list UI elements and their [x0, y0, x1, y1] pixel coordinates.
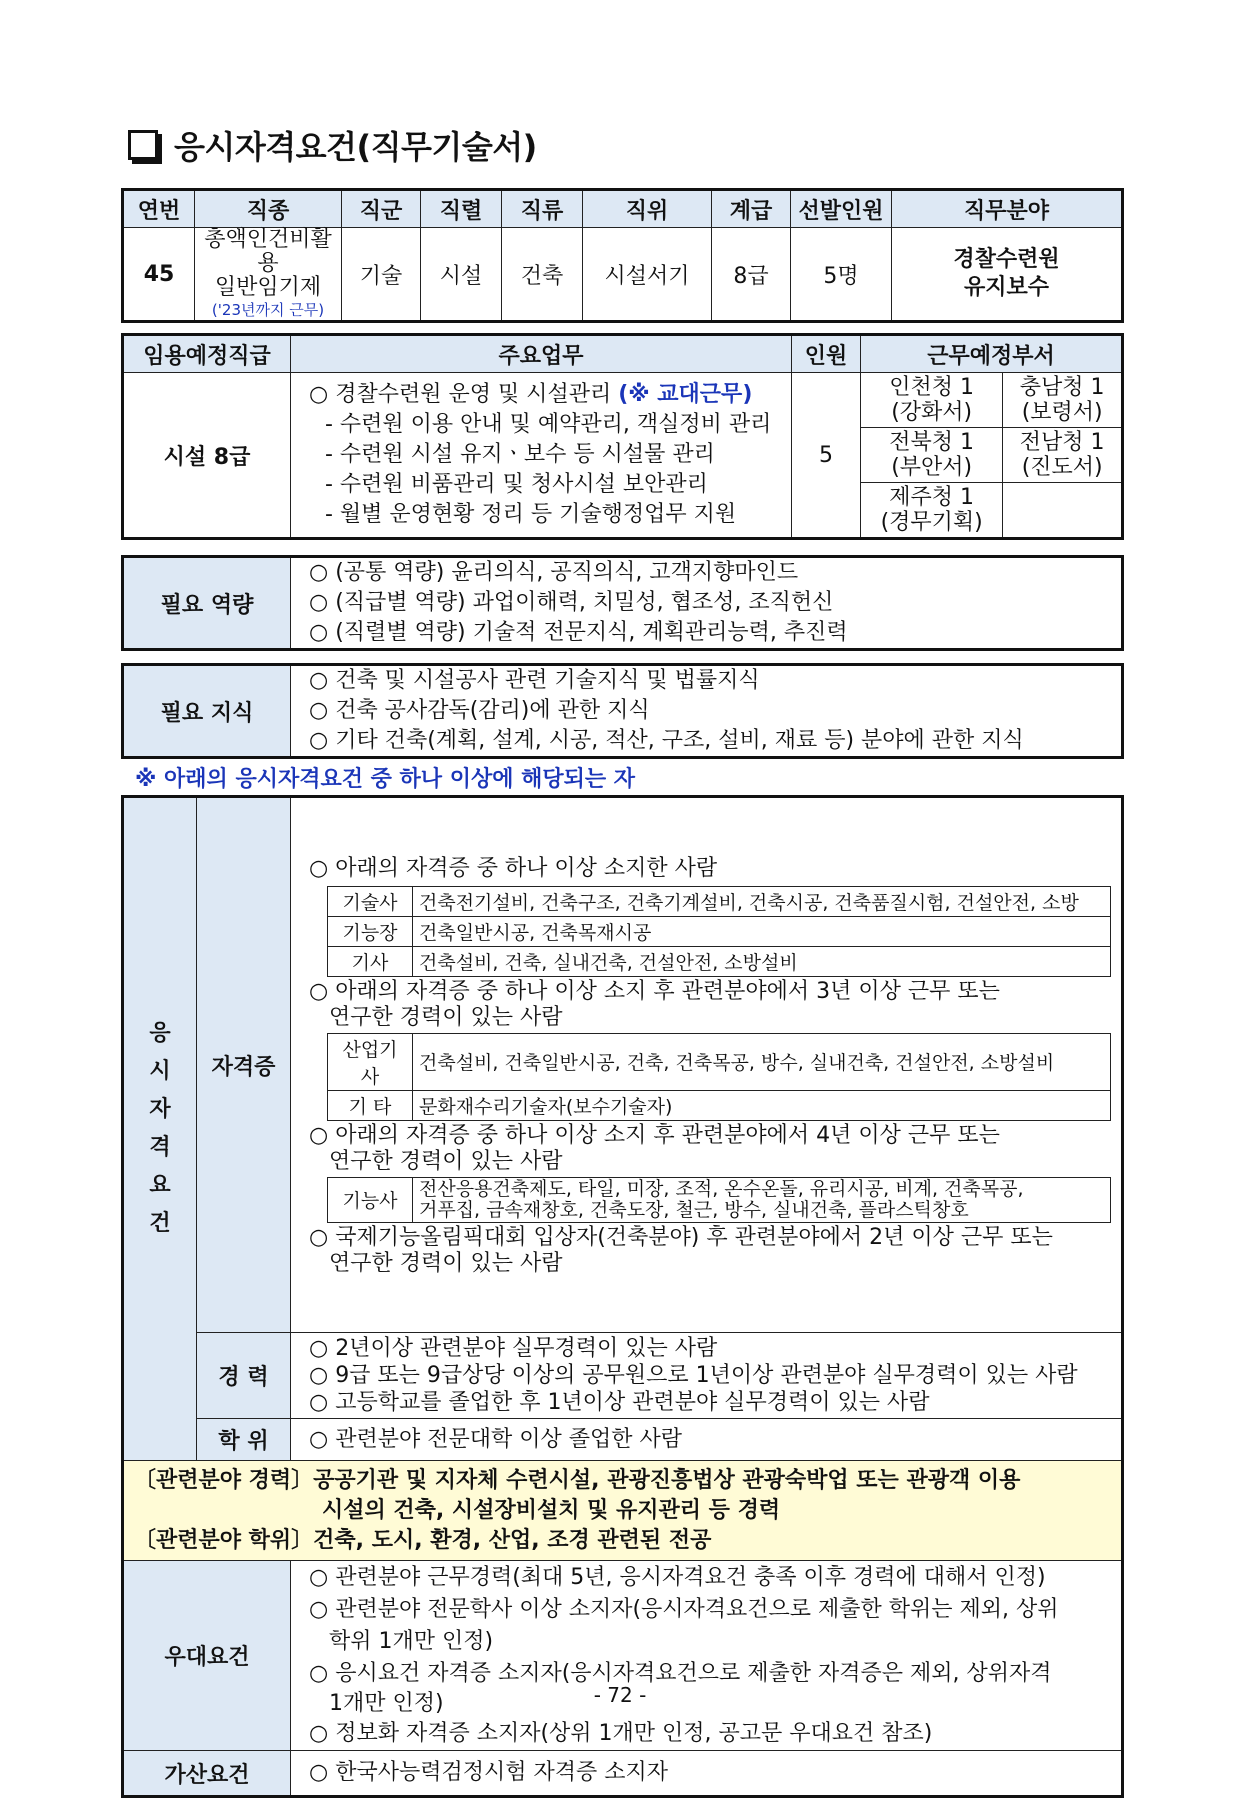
duty-main	[291, 380, 791, 410]
cert-list-line: 전산응용건축제도, 타일, 미장, 조적, 온수온돌, 유리시공, 비계, 건축목공,	[419, 1177, 1024, 1200]
competency-item: ○ (직급별 역량) 과업이해력, 치밀성, 협조성, 조직헌신	[309, 590, 834, 615]
dept-cell	[861, 373, 1003, 428]
competency-cell	[291, 557, 1123, 650]
bonus-item: ○ 한국사능력검정시험 자격증 소지자	[309, 1760, 668, 1785]
cert-list: 건축설비, 건축, 실내건축, 건설안전, 소방설비	[413, 946, 1111, 976]
qualification-table	[121, 795, 1124, 1798]
career-item: ○ 9급 또는 9급상당 이상의 공무원으로 1년이상 관련분야 실무경력이 있는 사람	[309, 1363, 1078, 1388]
side-char: 건	[149, 1211, 171, 1236]
col-count: 선발인원	[791, 190, 892, 228]
dept-office: (경무기획)	[880, 510, 983, 535]
cert-level: 기능장	[328, 916, 413, 946]
related-field-cell	[123, 1461, 1123, 1561]
dept-cell	[861, 483, 1003, 539]
career-item: ○ 고등학교를 졸업한 후 1년이상 관련분야 실무경력이 있는 사람	[309, 1390, 930, 1415]
dept-name: 전남청 1	[1019, 430, 1105, 455]
dept-cell	[1003, 428, 1123, 483]
dept-office: (진도서)	[1021, 455, 1103, 480]
side-char: 응	[149, 1021, 171, 1046]
dept-office: (강화서)	[891, 400, 973, 425]
cert-list: 건축일반시공, 건축목재시공	[413, 916, 1111, 946]
cert-level: 기능사	[328, 1177, 413, 1222]
cell-group: 기술	[342, 228, 421, 322]
field-line2: 유지보수	[963, 275, 1049, 300]
cert-bullet: ○ 아래의 자격증 중 하나 이상 소지 후 관련분야에서 4년 이상 근무 또는	[309, 1122, 1000, 1148]
checkbox-icon	[128, 130, 158, 160]
knowledge-item: ○ 건축 및 시설공사 관련 기술지식 및 법률지식	[309, 668, 760, 693]
bonus-label: 가산요건	[123, 1751, 291, 1797]
dept-name: 인천청 1	[889, 375, 975, 400]
type-line2: 일반임기제	[214, 275, 322, 300]
duty-main-text: ○ 경찰수련원 운영 및 시설관리	[309, 382, 612, 407]
field-line1: 경찰수련원	[953, 247, 1060, 272]
pref-label: 우대요건	[123, 1561, 291, 1751]
dept-cell-empty	[1003, 483, 1123, 539]
duty-sub: - 수련원 비품관리 및 청사시설 보안관리	[325, 472, 708, 497]
cert-level: 기 타	[328, 1090, 413, 1120]
col-class: 직류	[502, 190, 583, 228]
degree-cell	[291, 1419, 1123, 1461]
duty-sub: - 월별 운영현황 정리 등 기술행정업무 지원	[325, 502, 737, 527]
cell-position: 시설서기	[583, 228, 712, 322]
col-duty: 주요업무	[291, 335, 792, 373]
cert-bullet-cont: 연구한 경력이 있는 사람	[329, 1148, 563, 1174]
col-position: 직위	[583, 190, 712, 228]
related-career-cont: 시설의 건축, 시설장비설치 및 유지관리 등 경력	[322, 1497, 781, 1523]
cert-list	[413, 1177, 1111, 1222]
pref-item: ○ 응시요건 자격증 소지자(응시자격요건으로 제출한 자격증은 제외, 상위자격	[309, 1660, 1052, 1686]
page-title	[128, 122, 537, 168]
duty-sub: - 수련원 시설 유지ㆍ보수 등 시설물 관리	[325, 442, 715, 467]
career-item: ○ 2년이상 관련분야 실무경력이 있는 사람	[309, 1336, 718, 1361]
cell-type	[195, 228, 342, 322]
cert-label: 자격증	[197, 797, 291, 1333]
cert-table-1	[327, 886, 1111, 977]
cert-level: 기술사	[328, 886, 413, 916]
cert-table-3	[327, 1177, 1111, 1223]
competency-label: 필요 역량	[123, 557, 291, 650]
dept-office: (부안서)	[891, 455, 973, 480]
cert-table-2	[327, 1033, 1111, 1121]
cell-no: 45	[123, 228, 195, 322]
cert-bullet: ○ 국제기능올림픽대회 입상자(건축분야) 후 관련분야에서 2년 이상 근무 또는	[309, 1224, 1053, 1250]
side-char: 요	[149, 1173, 171, 1198]
cert-list-line: 거푸집, 금속재창호, 건축도장, 철근, 방수, 실내건축, 플라스틱창호	[419, 1198, 969, 1221]
knowledge-item: ○ 기타 건축(계획, 설계, 시공, 적산, 구조, 설비, 재료 등) 분야에 관한 지식	[309, 728, 1024, 753]
col-group: 직군	[342, 190, 421, 228]
competency-item: ○ (직렬별 역량) 기술적 전문지식, 계획관리능력, 추진력	[309, 620, 848, 645]
col-series: 직렬	[421, 190, 502, 228]
side-char: 자	[149, 1097, 171, 1122]
knowledge-cell	[291, 665, 1123, 758]
cert-bullet: ○ 아래의 자격증 중 하나 이상 소지한 사람	[309, 855, 718, 881]
cert-level: 산업기사	[328, 1033, 413, 1090]
col-rank: 임용예정직급	[123, 335, 291, 373]
pref-item: ○ 관련분야 전문학사 이상 소지자(응시자격요건으로 제출한 학위는 제외, 상위	[309, 1596, 1059, 1622]
degree-item: ○ 관련분야 전문대학 이상 졸업한 사람	[309, 1426, 682, 1452]
type-line1: 총액인건비활용	[204, 227, 332, 276]
col-grade: 계급	[712, 190, 791, 228]
bonus-cell	[291, 1751, 1123, 1797]
headcount-cell: 5	[792, 373, 861, 539]
knowledge-table	[121, 663, 1124, 759]
dept-name: 충남청 1	[1019, 375, 1105, 400]
duty-table	[121, 333, 1124, 540]
qualification-side-label	[123, 797, 197, 1461]
knowledge-label: 필요 지식	[123, 665, 291, 758]
dept-name: 전북청 1	[889, 430, 975, 455]
duty-sub: - 수련원 이용 안내 및 예약관리, 객실정비 관리	[325, 412, 772, 437]
position-table	[121, 188, 1124, 323]
cert-list: 건축전기설비, 건축구조, 건축기계설비, 건축시공, 건축품질시험, 건설안전, 소방	[413, 886, 1111, 916]
knowledge-item: ○ 건축 공사감독(감리)에 관한 지식	[309, 698, 650, 723]
duty-note: (※ 교대근무)	[618, 382, 753, 407]
dept-cell	[861, 428, 1003, 483]
career-cell	[291, 1333, 1123, 1419]
dept-cell	[1003, 373, 1123, 428]
cell-count: 5명	[791, 228, 892, 322]
col-type: 직종	[195, 190, 342, 228]
related-career: 〔관련분야 경력〕공공기관 및 지자체 수련시설, 관광진흥법상 관광숙박업 또는 관광객 이용	[134, 1467, 1021, 1493]
cell-grade: 8급	[712, 228, 791, 322]
col-no: 연번	[123, 190, 195, 228]
related-degree: 〔관련분야 학위〕건축, 도시, 환경, 산업, 조경 관련된 전공	[134, 1527, 712, 1553]
pref-cell	[291, 1561, 1123, 1751]
rank-cell: 시설 8급	[123, 373, 291, 539]
duty-cell	[291, 373, 792, 539]
side-char: 시	[149, 1059, 171, 1084]
title-text: 응시자격요건(직무기술서)	[174, 128, 537, 166]
cell-class: 건축	[502, 228, 583, 322]
degree-label: 학 위	[197, 1419, 291, 1461]
career-label: 경 력	[197, 1333, 291, 1419]
dept-office: (보령서)	[1021, 400, 1103, 425]
type-note: ('23년까지 근무)	[211, 301, 325, 319]
page-number: - 72 -	[593, 1683, 647, 1707]
col-field: 직무분야	[892, 190, 1123, 228]
cert-level: 기사	[328, 946, 413, 976]
pref-item-cont: 1개만 인정)	[329, 1690, 444, 1716]
cert-bullet-cont: 연구한 경력이 있는 사람	[329, 1004, 563, 1030]
cell-field	[892, 228, 1123, 322]
eligibility-note: ※ 아래의 응시자격요건 중 하나 이상에 해당되는 자	[135, 767, 636, 792]
cert-bullet: ○ 아래의 자격증 중 하나 이상 소지 후 관련분야에서 3년 이상 근무 또는	[309, 978, 1000, 1004]
cert-list: 건축설비, 건축일반시공, 건축, 건축목공, 방수, 실내건축, 건설안전, 소방설비	[413, 1033, 1111, 1090]
pref-item: ○ 관련분야 근무경력(최대 5년, 응시자격요건 충족 이후 경력에 대해서 인정)	[309, 1564, 1046, 1590]
competency-table	[121, 555, 1124, 651]
pref-item: ○ 정보화 자격증 소지자(상위 1개만 인정, 공고문 우대요건 참조)	[309, 1720, 933, 1746]
cert-cell	[291, 797, 1123, 1333]
cell-series: 시설	[421, 228, 502, 322]
pref-item-cont: 학위 1개만 인정)	[329, 1628, 494, 1654]
col-headcount: 인원	[792, 335, 861, 373]
cert-bullet-cont: 연구한 경력이 있는 사람	[329, 1250, 563, 1276]
competency-item: ○ (공통 역량) 윤리의식, 공직의식, 고객지향마인드	[309, 560, 799, 585]
col-dept: 근무예정부서	[861, 335, 1123, 373]
side-char: 격	[149, 1135, 171, 1160]
cert-list: 문화재수리기술자(보수기술자)	[413, 1090, 1111, 1120]
dept-name: 제주청 1	[889, 485, 975, 510]
